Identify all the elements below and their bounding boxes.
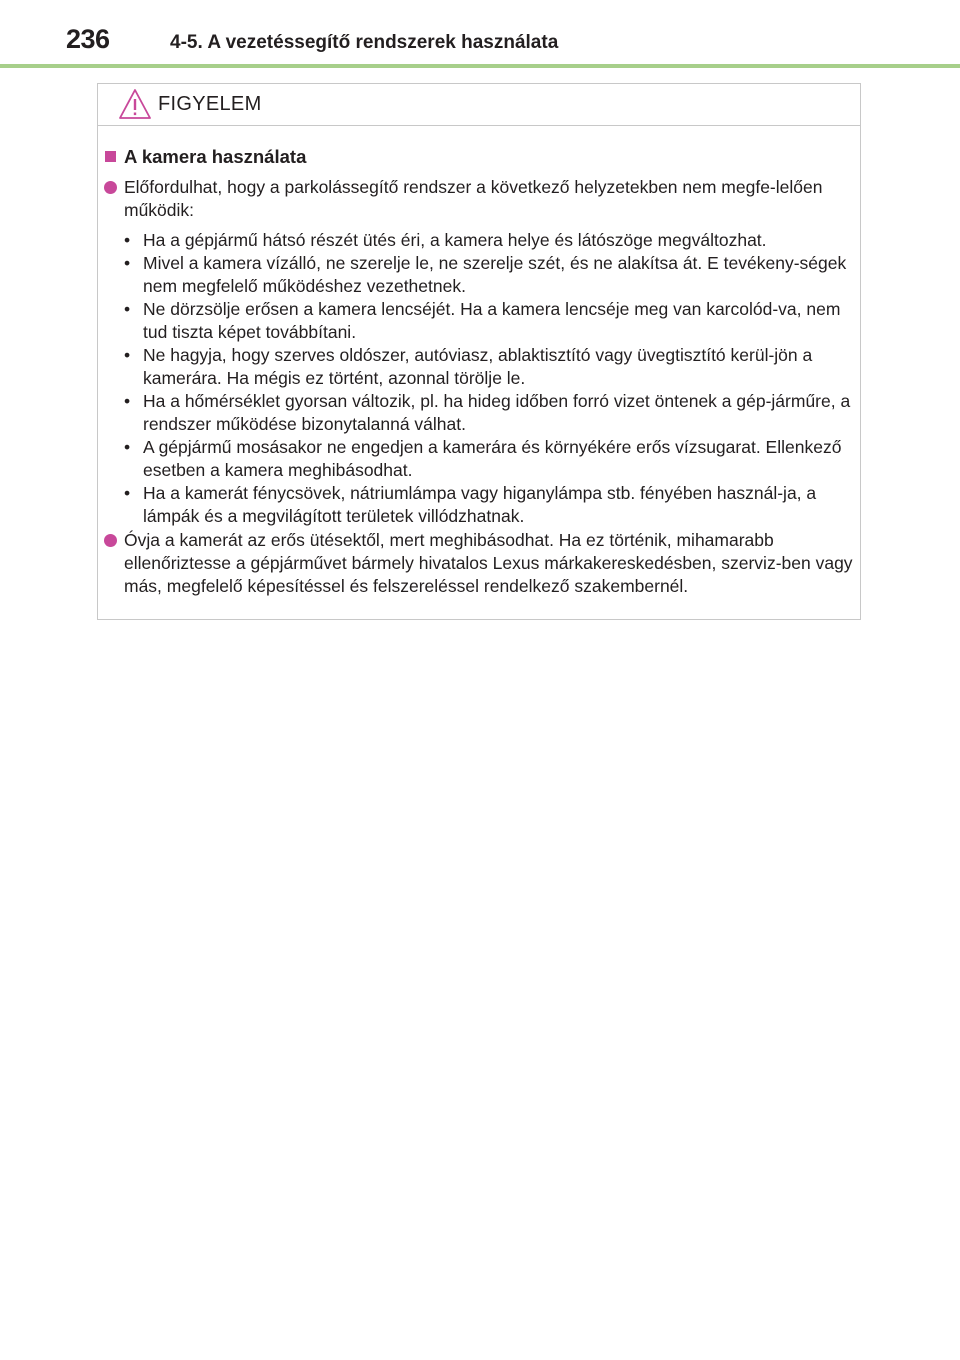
sub-list-item-text: Ha a kamerát fénycsövek, nátriumlámpa vagy higanylámpa stb. fényében használ-ja, a lámpák és a megvilágított területek villódzhatnak.: [143, 483, 817, 526]
warning-triangle-icon: [118, 88, 152, 120]
sub-list-item: [124, 344, 853, 390]
bullet-icon: •: [124, 391, 131, 411]
sub-list-item: [124, 482, 853, 528]
sub-list-item-text: Ne dörzsölje erősen a kamera lencséjét. Ha a kamera lencséje meg van karcolód-va, nem tud tiszta képet továbbítani.: [143, 299, 841, 342]
list-item-text: Óvja a kamerát az erős ütésektől, mert meghibásodhat. Ha ez történik, mihamarabb ellenőriztesse a gépjárművet bármely hivatalos Lexus márkakereskedésben, szerviz-ben vagy más, megfelelő képesítéssel és felszereléssel rendelkező szakembernél.: [124, 530, 853, 596]
warning-header: [98, 84, 860, 126]
dot-bullet-icon: [104, 181, 117, 194]
warning-label: FIGYELEM: [158, 93, 262, 115]
bullet-icon: •: [124, 345, 131, 365]
list-item-text: Előfordulhat, hogy a parkolássegítő rendszer a következő helyzetekben nem megfe-lelően működik:: [124, 177, 823, 220]
sub-list-item-text: Ha a gépjármű hátsó részét ütés éri, a kamera helye és látószöge megváltozhat.: [143, 230, 767, 250]
sub-list-item: [124, 229, 853, 252]
page-number: 236: [66, 24, 110, 54]
sub-list-item-text: Ha a hőmérséklet gyorsan változik, pl. ha hideg időben forró vizet öntenek a gép-járműre, a rendszer működése bizonytalanná válhat.: [143, 391, 851, 434]
list-item: [124, 176, 854, 222]
dot-bullet-icon: [104, 534, 117, 547]
subheading-text: A kamera használata: [124, 146, 307, 167]
bullet-icon: •: [124, 230, 131, 250]
sub-list-item-text: A gépjármű mosásakor ne engedjen a kamerára és környékére erős vízsugarat. Ellenkező esetben a kamera meghibásodhat.: [143, 437, 842, 480]
sub-list-item: [124, 390, 853, 436]
list-item: [124, 529, 854, 598]
bullet-icon: •: [124, 483, 131, 503]
header-divider: [0, 64, 960, 68]
sub-list-item: [124, 436, 853, 482]
bullet-icon: •: [124, 253, 131, 273]
section-title: 4-5. A vezetéssegítő rendszerek használata: [170, 32, 559, 53]
subheading: [105, 146, 306, 168]
sub-list-item: [124, 298, 853, 344]
bullet-icon: •: [124, 299, 131, 319]
sub-list-item: [124, 252, 853, 298]
sub-list-item-text: Mivel a kamera vízálló, ne szerelje le, ne szerelje szét, és ne alakítsa át. E tevékeny-ségek nem megfelelő működéshez vezethetnek.: [143, 253, 847, 296]
sub-list-item-text: Ne hagyja, hogy szerves oldószer, autóviasz, ablaktisztító vagy üvegtisztító kerül-jön a kamerára. Ha mégis ez történt, azonnal törölje le.: [143, 345, 813, 388]
page-header: [0, 0, 960, 70]
square-bullet-icon: [105, 151, 116, 162]
bullet-icon: •: [124, 437, 131, 457]
warning-box: [97, 83, 861, 620]
